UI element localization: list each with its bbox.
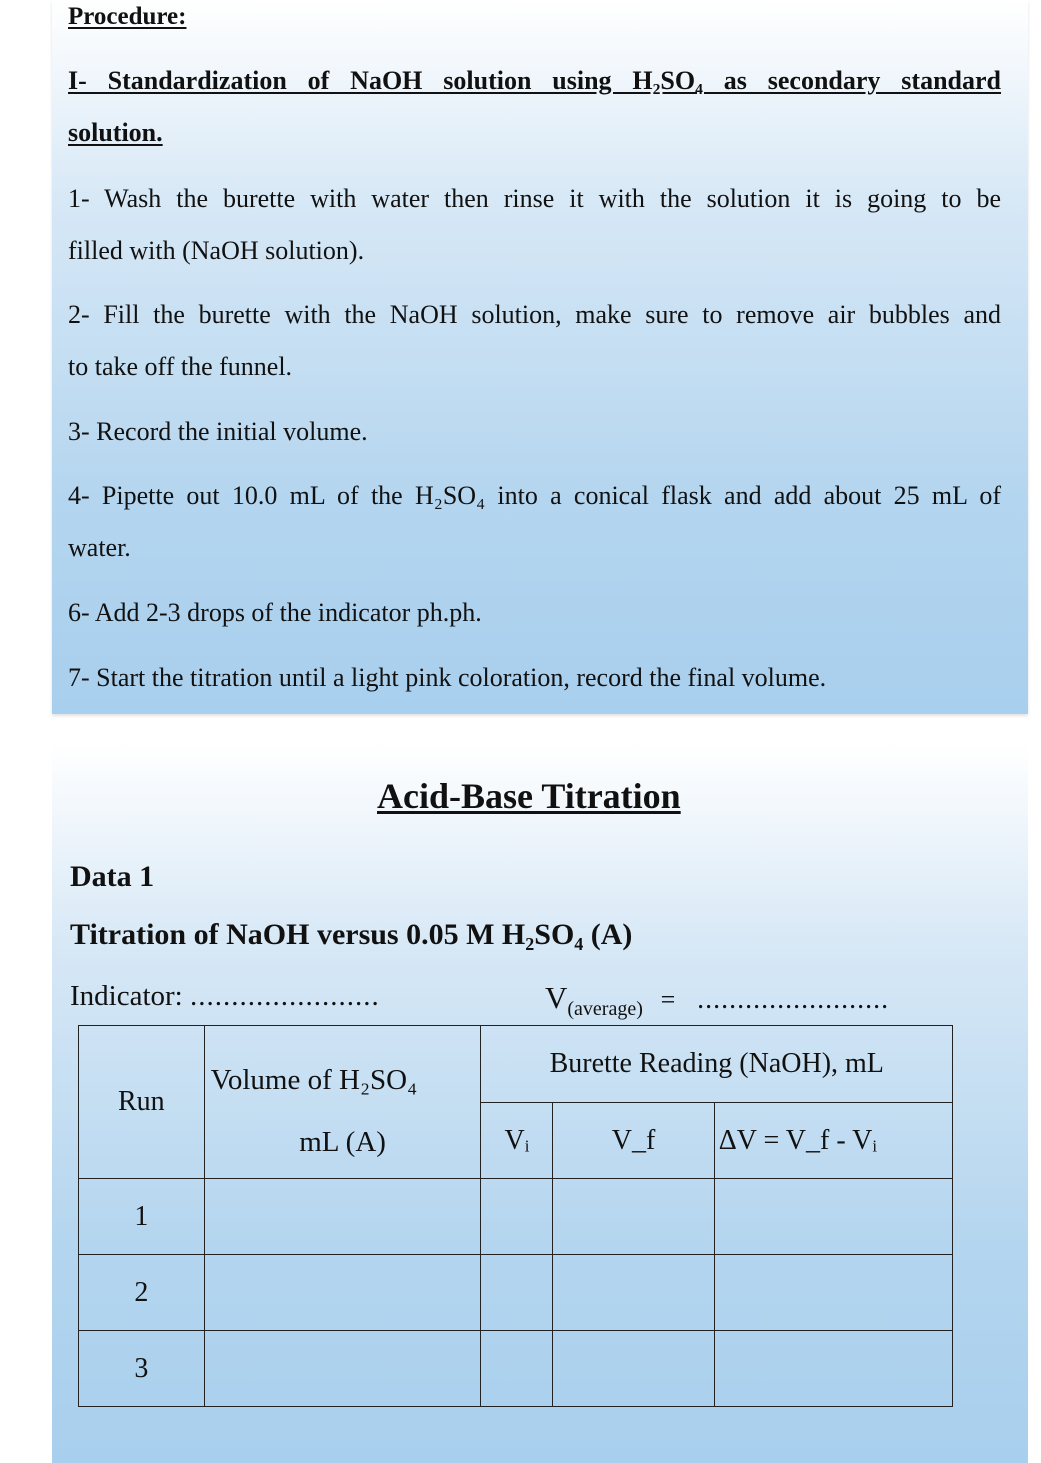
run-cell: 2 bbox=[79, 1255, 205, 1331]
section-title-line1: I- Standardization of NaOH solution using H₂SO₄ as secondary standard bbox=[68, 66, 1001, 95]
run-cell: 1 bbox=[79, 1179, 205, 1255]
table-row bbox=[79, 1179, 953, 1255]
vf-cell[interactable] bbox=[553, 1331, 715, 1407]
step-4-line1: 4- Pipette out 10.0 mL of the H₂SO₄ into a conical flask and add about 25 mL of bbox=[68, 481, 1001, 510]
vf-cell[interactable] bbox=[553, 1179, 715, 1255]
titration-subtitle: Titration of NaOH versus 0.05 M H₂SO₄ (A) bbox=[70, 918, 633, 951]
burette-header: Burette Reading (NaOH), mL bbox=[481, 1026, 953, 1103]
volume-cell[interactable] bbox=[204, 1255, 481, 1331]
delta-v-header: ΔV = V_f - Vᵢ bbox=[714, 1103, 952, 1179]
step-3: 3- Record the initial volume. bbox=[68, 417, 368, 446]
volume-header-line2: mL (A) bbox=[299, 1126, 386, 1158]
step-2-line2: to take off the funnel. bbox=[68, 352, 293, 381]
v-average-line bbox=[545, 980, 889, 1021]
delta-v-cell[interactable] bbox=[714, 1179, 952, 1255]
volume-cell[interactable] bbox=[204, 1331, 481, 1407]
titration-title: Acid-Base Titration bbox=[377, 776, 681, 816]
volume-header bbox=[204, 1026, 481, 1179]
vf-cell[interactable] bbox=[553, 1255, 715, 1331]
vi-cell[interactable] bbox=[481, 1179, 553, 1255]
v-average-equals: = bbox=[660, 985, 676, 1014]
indicator-label: Indicator: bbox=[70, 980, 183, 1012]
v-average-dots: ........................ bbox=[697, 984, 890, 1015]
section-title-line2: solution. bbox=[68, 118, 163, 147]
step-7: 7- Start the titration until a light pink coloration, record the final volume. bbox=[68, 663, 827, 692]
run-cell: 3 bbox=[79, 1331, 205, 1407]
procedure-heading: Procedure: bbox=[68, 3, 187, 30]
delta-v-cell[interactable] bbox=[714, 1331, 952, 1407]
data-label: Data 1 bbox=[70, 860, 155, 893]
table-row bbox=[79, 1331, 953, 1407]
indicator-dots: ....................... bbox=[189, 980, 380, 1012]
run-header: Run bbox=[79, 1026, 205, 1179]
v-average-symbol: V bbox=[545, 980, 568, 1015]
volume-cell[interactable] bbox=[204, 1179, 481, 1255]
step-4-line2: water. bbox=[68, 533, 131, 562]
step-1-line2: filled with (NaOH solution). bbox=[68, 236, 365, 265]
step-2-line1: 2- Fill the burette with the NaOH solution, make sure to remove air bubbles and bbox=[68, 300, 1001, 329]
volume-header-line1: Volume of H₂SO₄ bbox=[210, 1064, 418, 1096]
vi-cell[interactable] bbox=[481, 1255, 553, 1331]
indicator-line bbox=[70, 980, 380, 1013]
vi-cell[interactable] bbox=[481, 1331, 553, 1407]
vf-header: V_f bbox=[553, 1103, 715, 1179]
v-average-subscript: (average) bbox=[567, 998, 643, 1021]
delta-v-cell[interactable] bbox=[714, 1255, 952, 1331]
table-row bbox=[79, 1255, 953, 1331]
titration-table bbox=[78, 1025, 953, 1407]
step-1-line1: 1- Wash the burette with water then rinse it with the solution it is going to be bbox=[68, 184, 1001, 213]
step-6: 6- Add 2-3 drops of the indicator ph.ph. bbox=[68, 598, 482, 627]
vi-header: Vᵢ bbox=[481, 1103, 553, 1179]
